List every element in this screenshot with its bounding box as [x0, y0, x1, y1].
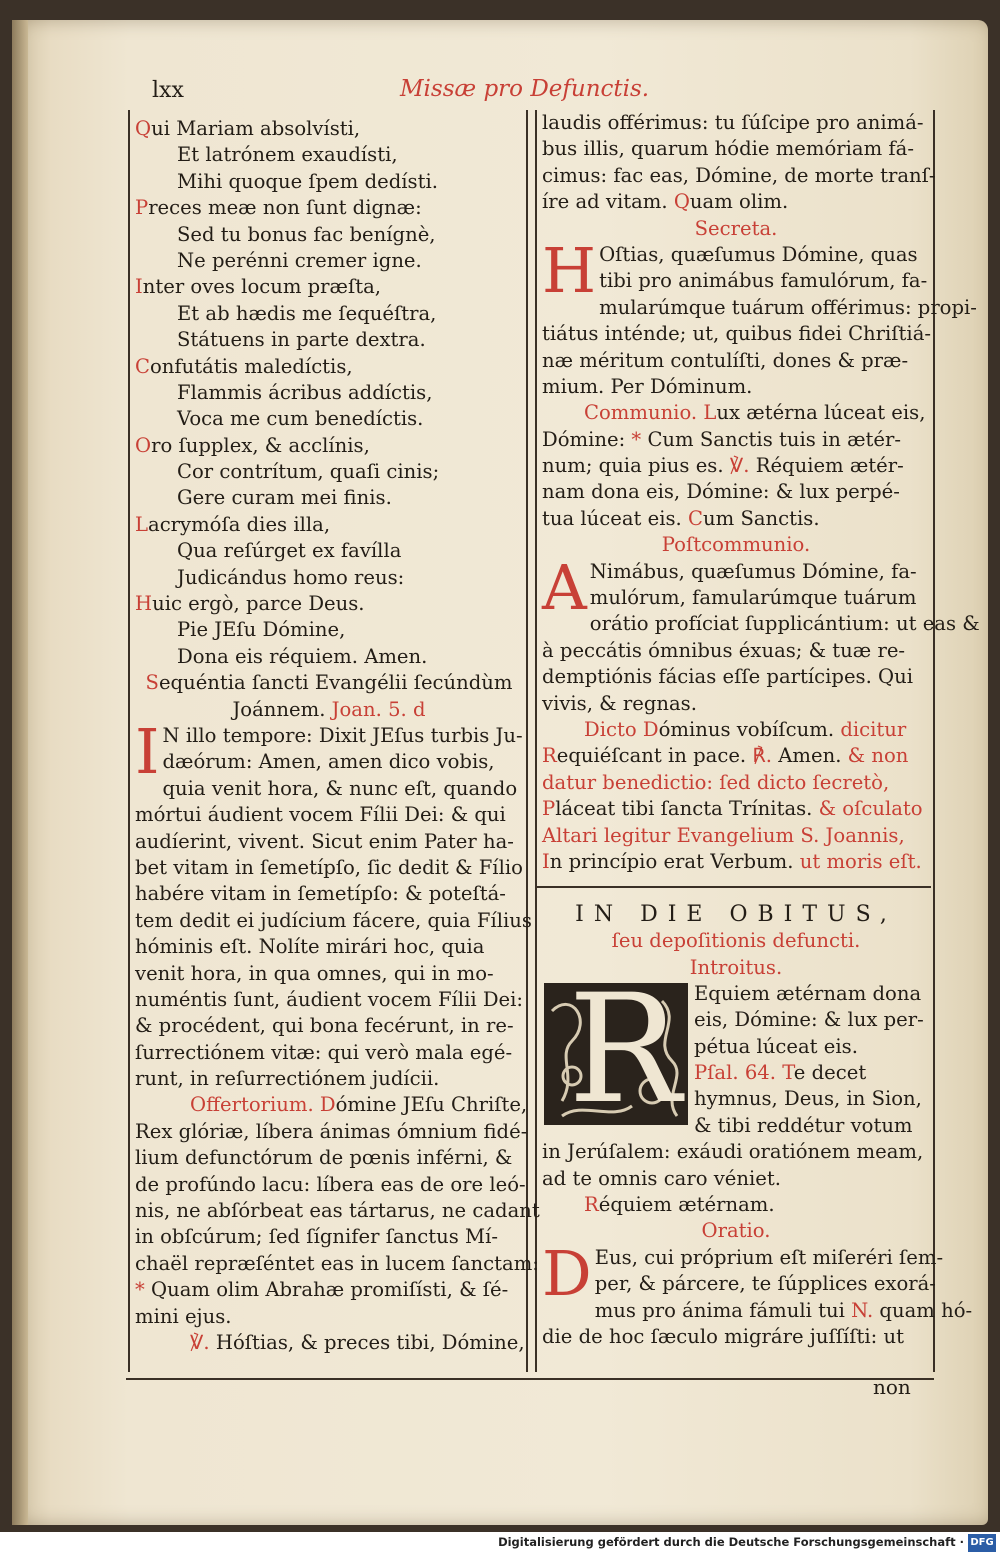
text-line — [135, 670, 523, 696]
text-line — [542, 1245, 944, 1271]
line-text: Rex glóriæ, líbera ánimas ómnium fidé- — [135, 1119, 528, 1143]
rubric: ℟. — [752, 744, 779, 768]
text-line — [135, 327, 523, 353]
text-line — [542, 559, 930, 585]
line-text: N illo tempore: Dixit JEſus turbis Ju- — [162, 723, 523, 747]
text-line — [135, 406, 523, 432]
gospel-block — [135, 714, 532, 1092]
text-line — [135, 776, 523, 802]
line-text: n princípio erat Verbum. — [549, 849, 800, 873]
line-text: ómine JEſu Chriſte, — [335, 1093, 528, 1117]
rubric: D — [642, 717, 659, 741]
line-text: uam olim. — [689, 190, 789, 214]
line-text: hóminis eſt. Nolíte mirári hoc, quia — [135, 935, 485, 959]
line-text: Réquiem ætér- — [755, 454, 904, 478]
line-text: reces meæ non ſunt dignæ: — [148, 196, 422, 220]
text-line — [542, 348, 930, 374]
line-text: équiem ætérnam. — [598, 1193, 775, 1217]
text-line — [542, 664, 930, 690]
rubric: * — [135, 1278, 152, 1302]
text-line — [542, 717, 930, 743]
text-line — [542, 242, 930, 268]
text-line — [135, 1224, 523, 1250]
postcommunio-block — [542, 550, 980, 717]
line-text: numéntis ſunt, áudient vocem Fílii Dei: — [135, 987, 524, 1011]
line-text: ſurrectiónem vitæ: qui verò mala egé- — [135, 1040, 513, 1064]
rubric: Secreta. — [694, 216, 778, 240]
line-text: Flammis ácribus addíctis, — [177, 380, 433, 404]
text-line — [135, 433, 523, 459]
spacer — [542, 875, 930, 901]
line-text: equéntia ſancti Evangélii ſecúndùm — [158, 671, 513, 695]
drop-capital: H — [542, 233, 597, 307]
line-text: equiéſcant in pace. — [556, 744, 753, 768]
text-line — [542, 400, 930, 426]
text-line — [135, 1119, 528, 1145]
line-text: tem dedit ei judícium fácere, quia Fílius — [135, 908, 532, 932]
text-line — [542, 532, 930, 558]
drop-capital: I — [135, 714, 160, 788]
text-line — [542, 823, 930, 849]
text-line — [135, 1330, 523, 1356]
text-line — [542, 770, 930, 796]
text-line — [542, 321, 930, 347]
left-column — [135, 116, 540, 1356]
bottom-rule — [126, 1378, 934, 1380]
rubric: ſeu depoſitionis defuncti. — [611, 929, 861, 953]
rubric: C — [135, 354, 150, 378]
line-text: mus pro ánima fámuli tui — [594, 1298, 852, 1322]
line-text: nter oves locum præſta, — [142, 275, 382, 299]
line-text: & procédent, qui bona fecérunt, in re- — [135, 1014, 514, 1038]
line-text: Oſtias, quæſumus Dómine, quas — [599, 242, 918, 266]
text-line — [542, 638, 930, 664]
rubric: R — [542, 744, 557, 768]
text-line — [135, 301, 523, 327]
line-text: mularúmque tuárum offérimus: propi- — [599, 295, 977, 319]
line-text: IN DIE OBITUS, — [575, 901, 897, 927]
rubric: Joan. 5. d — [331, 697, 426, 721]
rubric: I — [542, 849, 550, 873]
line-text: Joánnem. — [232, 697, 332, 721]
text-line — [135, 1066, 523, 1092]
line-text: eis, Dómine: & lux per- — [694, 1008, 924, 1032]
running-head — [0, 78, 1000, 108]
text-line — [135, 1277, 523, 1303]
text-line — [542, 295, 977, 321]
line-text: Ne perénni cremer igne. — [177, 248, 422, 272]
text-line — [135, 908, 532, 934]
text-line — [135, 1092, 528, 1118]
text-line — [542, 136, 930, 162]
line-text: in obſcúrum; ſed ſígnifer ſanctus Mí- — [135, 1225, 498, 1249]
line-text: óminus vobíſcum. — [658, 717, 841, 741]
line-text: Cum Sanctis tuis in ætér- — [647, 427, 902, 451]
rubric: Q — [673, 190, 690, 214]
text-line — [135, 1145, 523, 1171]
text-line — [135, 855, 523, 881]
line-text: e decet — [793, 1061, 867, 1085]
rubric: Communio. — [584, 401, 704, 425]
text-line — [542, 1166, 930, 1192]
line-text: tiátus inténde; ut, quibus fidei Chriſtiá- — [542, 322, 932, 346]
line-text: Eus, cui próprium eſt miſeréri ſem- — [594, 1245, 944, 1269]
text-line — [135, 961, 523, 987]
text-line — [135, 565, 523, 591]
text-line — [542, 189, 930, 215]
text-line — [542, 506, 930, 532]
line-text: à peccátis ómnibus éxuas; & tuæ re- — [542, 638, 906, 662]
text-line — [135, 195, 523, 221]
line-text: bet vitam in ſemetípſo, ſic dedit & Fílio — [135, 855, 523, 879]
line-text: demptiónis fácias eſſe partícipes. Qui — [542, 665, 913, 689]
line-text: Amen. — [778, 744, 848, 768]
text-line — [135, 1013, 523, 1039]
text-line — [542, 216, 930, 242]
line-text: habére vitam in ſemetípſo: & poteſtá- — [135, 882, 506, 906]
text-line — [135, 485, 523, 511]
rubric: datur benedictio: ſed dicto ſecretò, — [542, 770, 890, 794]
text-line — [135, 881, 523, 907]
line-text: Gere curam mei finis. — [177, 486, 392, 510]
line-text: quia venit hora, & nunc eſt, quando — [162, 776, 518, 800]
rubric: * — [631, 427, 648, 451]
line-text: die de hoc ſæculo migráre juſſíſti: ut — [542, 1324, 904, 1348]
rubric: Dicto — [584, 717, 643, 741]
right-column — [542, 110, 980, 1350]
line-text: venit hora, in qua omnes, qui in mo- — [135, 961, 494, 985]
text-line — [135, 538, 523, 564]
text-line — [135, 617, 523, 643]
line-text: laudis offérimus: tu ſúſcipe pro animá- — [542, 111, 924, 134]
rubric: ℣. — [729, 454, 756, 478]
rubric: L — [703, 401, 717, 425]
text-line — [135, 723, 523, 749]
text-line — [135, 987, 523, 1013]
rubric: Q — [135, 117, 152, 140]
rubric: Poſtcommunio. — [661, 533, 811, 557]
page-gutter — [12, 20, 28, 1525]
rubric: dicitur — [840, 717, 907, 741]
line-text: Et latrónem exaudísti, — [177, 143, 398, 167]
line-text: mini ejus. — [135, 1304, 232, 1328]
text-line — [542, 427, 930, 453]
text-line — [135, 1040, 523, 1066]
rubric: Oratio. — [701, 1219, 771, 1243]
line-text: tua lúceat eis. — [542, 506, 689, 530]
text-line — [135, 248, 523, 274]
line-text: Equiem ætérnam dona — [694, 981, 922, 1005]
ornamental-initial — [542, 962, 690, 1137]
line-text: cimus: fac eas, Dómine, de morte tranſ- — [542, 163, 936, 187]
drop-capital: D — [542, 1236, 592, 1310]
line-text: Dómine: — [542, 427, 632, 451]
rubric: ℣. — [190, 1330, 216, 1354]
text-line — [135, 1304, 523, 1330]
text-line — [135, 934, 523, 960]
rubric: Introitus. — [689, 955, 783, 979]
text-line — [542, 691, 930, 717]
dfg-logo: DFG — [968, 1534, 996, 1552]
line-text: Hóſtias, & preces tibi, Dómine, — [215, 1330, 525, 1354]
text-line — [135, 1172, 526, 1198]
line-text: de profúndo lacu: líbera eas de ore leó- — [135, 1172, 526, 1196]
rubric: L — [135, 512, 149, 536]
rubric: N. — [851, 1298, 874, 1322]
text-line — [542, 849, 930, 875]
rubric: H — [135, 592, 153, 616]
line-text: mulórum, famularúmque tuárum — [589, 586, 917, 610]
line-text: orátio profíciat ſupplicántium: ut eas & — [589, 612, 980, 636]
line-text: acrymóſa dies illa, — [148, 512, 331, 536]
line-text: um Sanctis. — [703, 506, 820, 530]
line-text: mórtui áudient vocem Fílii Dei: & qui — [135, 803, 506, 827]
line-text: Qua reſúrget ex favílla — [177, 539, 402, 563]
text-line — [542, 1271, 936, 1297]
rubric: P — [135, 196, 149, 220]
rubric: T — [782, 1061, 794, 1085]
text-line — [135, 697, 523, 723]
text-line — [542, 1192, 930, 1218]
line-text: Státuens in parte dextra. — [177, 328, 426, 352]
text-line — [542, 796, 930, 822]
text-line — [135, 169, 523, 195]
line-text: láceat tibi ſancta Trínitas. — [555, 797, 819, 821]
text-line — [135, 222, 523, 248]
text-line — [135, 802, 523, 828]
text-line — [542, 1298, 973, 1324]
text-line — [135, 142, 523, 168]
text-line — [542, 1218, 930, 1244]
line-text: nis, ne abſórbeat eas tártarus, ne cadant — [135, 1199, 540, 1223]
text-line — [135, 459, 523, 485]
footer-credit: Digitalisierung gefördert durch die Deutsche Forschungsgemeinschaft · — [498, 1535, 964, 1549]
drop-capital: A — [542, 550, 587, 624]
line-text: lium defunctórum de pœnis inférni, & — [135, 1146, 513, 1170]
text-line — [542, 585, 930, 611]
line-text: per, & párcere, te ſúpplices exorá- — [594, 1272, 936, 1296]
line-text: Sed tu bonus fac benígnè, — [177, 222, 436, 246]
text-line — [542, 110, 930, 136]
text-line — [135, 1198, 540, 1224]
line-text: onfutátis maledíctis, — [150, 354, 353, 378]
rubric: R — [584, 1193, 599, 1217]
text-line — [542, 928, 930, 954]
text-line — [135, 591, 523, 617]
rubric: I — [135, 275, 143, 299]
text-line — [135, 380, 523, 406]
ornament-letter: R — [568, 962, 681, 1137]
text-line — [135, 512, 523, 538]
line-text: Quam olim Abrahæ promiſísti, & ſé- — [151, 1278, 509, 1302]
text-line — [135, 274, 523, 300]
line-text: dæórum: Amen, amen dico vobis, — [162, 750, 495, 774]
line-text: Nimábus, quæſumus Dómine, fa- — [589, 559, 917, 583]
catchword: non — [873, 1375, 911, 1399]
rubric: D — [319, 1093, 336, 1117]
digitization-footer — [0, 1532, 1000, 1556]
line-text: Judicándus homo reus: — [177, 565, 405, 589]
text-line — [542, 479, 930, 505]
text-line — [135, 749, 523, 775]
text-line — [542, 902, 930, 928]
line-text: tibi pro animábus famulórum, fa- — [599, 269, 928, 293]
line-text: uic ergò, parce Deus. — [152, 592, 365, 616]
text-line — [542, 611, 980, 637]
text-line — [135, 116, 523, 142]
line-text: vivis, & regnas. — [542, 691, 697, 715]
line-text: Cor contrítum, quaſi cinis; — [177, 460, 440, 484]
line-text: pétua lúceat eis. — [694, 1034, 858, 1058]
line-text: næ méritum contulíſti, dones & præ- — [542, 348, 909, 372]
line-text: Voca me cum benedíctis. — [177, 407, 424, 431]
line-text: num; quia pius es. — [542, 454, 730, 478]
text-line — [135, 1251, 539, 1277]
text-line — [542, 743, 930, 769]
rubric: ut moris eſt. — [799, 849, 922, 873]
line-text: Mihi quoque ſpem dedísti. — [177, 169, 438, 193]
text-line — [135, 829, 523, 855]
line-text: hymnus, Deus, in Sion, — [694, 1087, 922, 1111]
line-text: in Jerúſalem: exáudi oratiónem meam, — [542, 1140, 924, 1164]
text-line — [542, 268, 930, 294]
folio-number: lxx — [152, 78, 184, 103]
line-text: quam hó- — [873, 1298, 973, 1322]
text-line — [542, 163, 936, 189]
line-text: audíerint, vivent. Sicut enim Pater ha- — [135, 829, 514, 853]
line-text: ro ſupplex, & acclínis, — [151, 433, 370, 457]
line-text: ad te omnis caro véniet. — [542, 1166, 781, 1190]
rubric: O — [135, 433, 152, 457]
text-line — [542, 374, 930, 400]
rubric: Offertorium. — [190, 1093, 320, 1117]
rubric: Altari legitur Evangelium S. Joannis, — [542, 823, 905, 847]
text-line — [542, 453, 930, 479]
rubric: P — [542, 797, 556, 821]
text-line — [542, 1139, 930, 1165]
line-text: ux ætérna lúceat eis, — [716, 401, 926, 425]
text-line — [542, 1324, 930, 1350]
oratio-block — [542, 1236, 973, 1351]
line-text: Pie JEſu Dómine, — [177, 618, 346, 642]
line-text: ui Mariam absolvísti, — [151, 117, 361, 140]
rubric: S — [145, 671, 159, 695]
line-text: Et ab hædis me ſequéſtra, — [177, 301, 437, 325]
rubric: & non — [847, 744, 909, 768]
rubric: & oſculato — [818, 797, 923, 821]
text-line — [135, 354, 523, 380]
running-title: Missæ pro Defunctis. — [400, 76, 650, 102]
line-text: chaël repræſéntet eas in lucem ſanctam: — [135, 1251, 539, 1275]
rubric: C — [688, 506, 704, 530]
line-text: bus illis, quarum hódie memóriam fá- — [542, 137, 914, 161]
line-text: íre ad vitam. — [542, 190, 674, 214]
rubric: Pſal. 64. — [694, 1061, 783, 1085]
line-text: mium. Per Dóminum. — [542, 374, 753, 398]
line-text: Dona eis réquiem. Amen. — [177, 644, 428, 668]
secreta-block — [542, 233, 977, 400]
text-line — [135, 644, 523, 670]
line-text: runt, in reſurrectiónem judícii. — [135, 1067, 440, 1091]
line-text: nam dona eis, Dómine: & lux perpé- — [542, 480, 900, 504]
line-text: & tibi reddétur votum — [694, 1113, 913, 1137]
